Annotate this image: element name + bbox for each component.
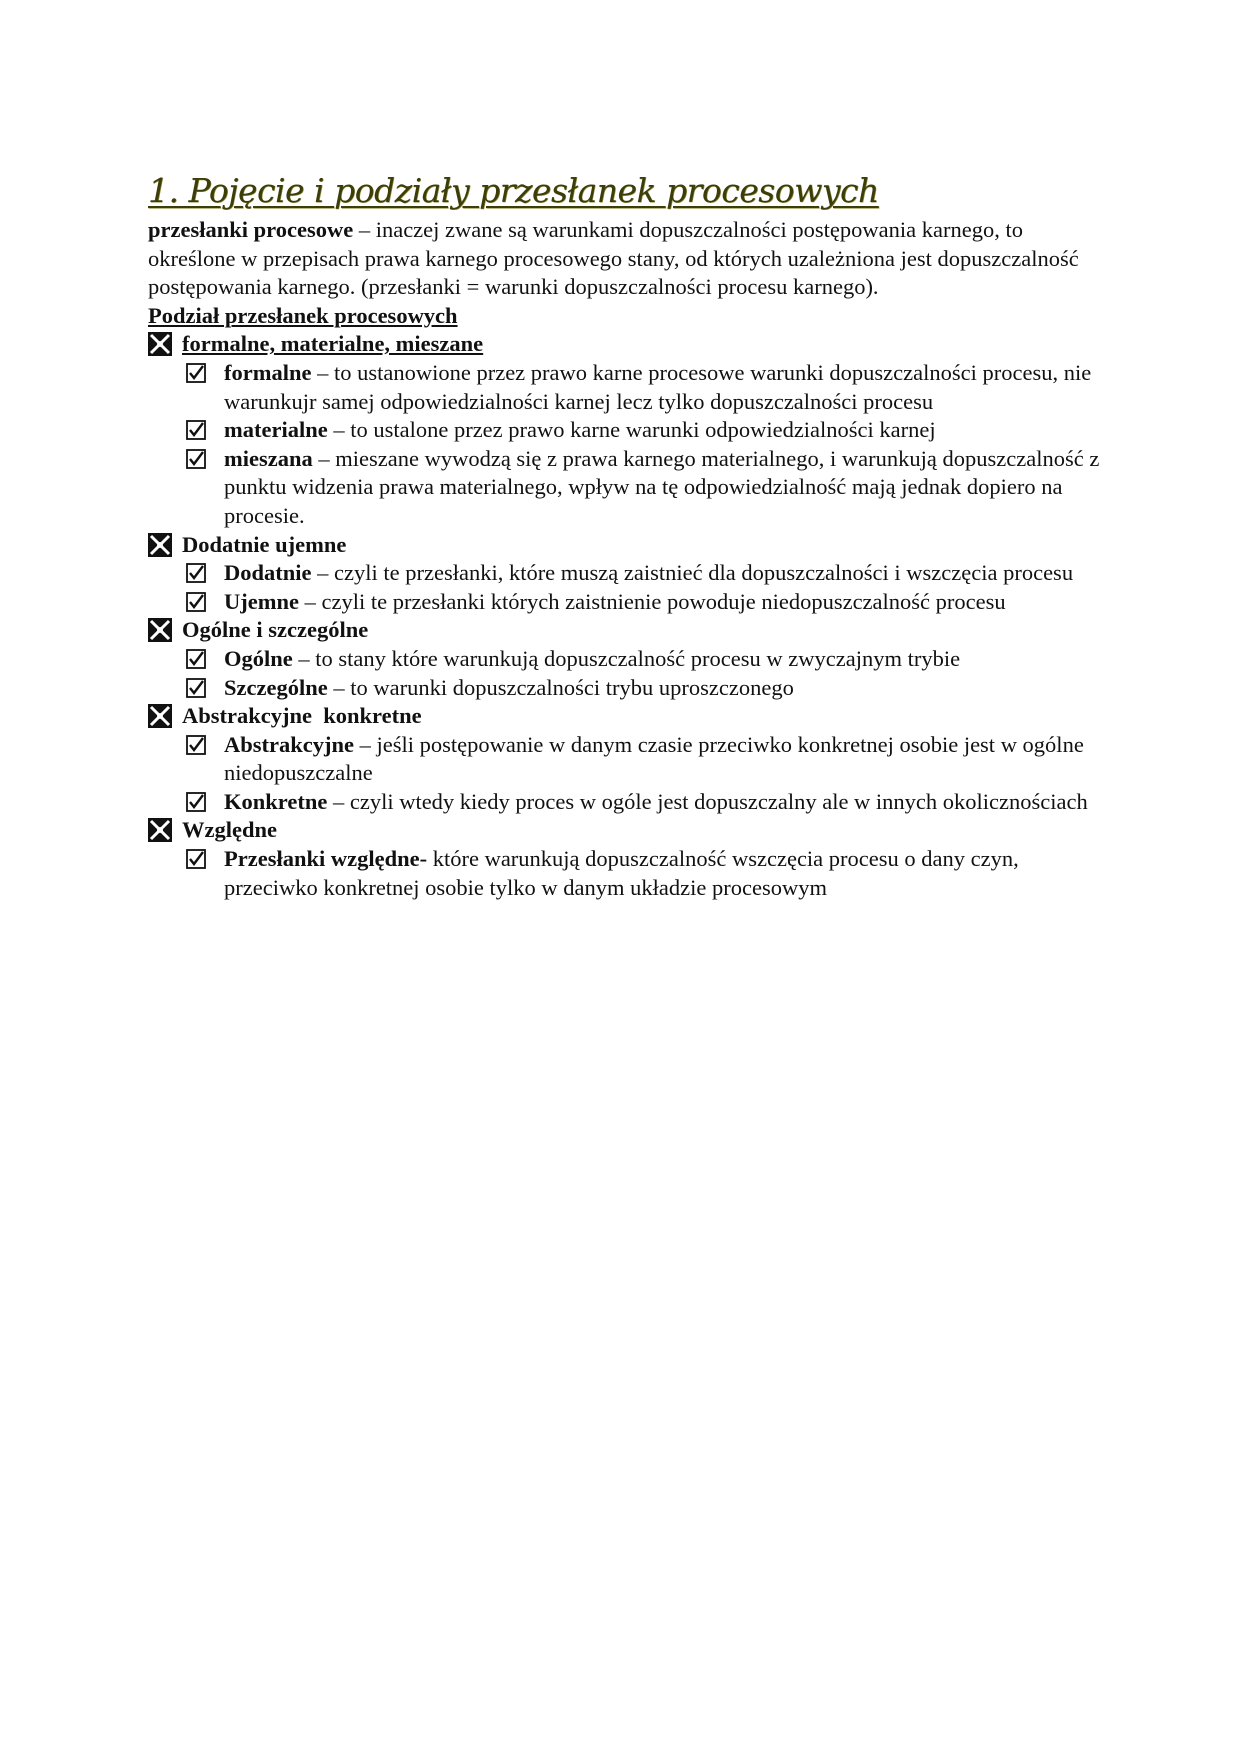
group-heading-label: Względne (182, 817, 277, 843)
list-item (184, 445, 1108, 531)
list-item (184, 845, 1108, 902)
item-term: Ujemne (224, 588, 299, 614)
x-ornament-icon (148, 618, 172, 642)
item-text: – to warunki dopuszczalności trybu uproszczonego (327, 674, 794, 700)
intro-paragraph (148, 216, 1108, 302)
group-heading-label: Ogólne i szczególne (182, 617, 369, 643)
item-text: – czyli te przesłanki których zaistnienie powoduje niedopuszczalność procesu (298, 588, 1006, 614)
checkbox-checked-icon (186, 735, 206, 755)
item-text: – to ustalone przez prawo karne warunki odpowiedzialności karnej (327, 417, 936, 443)
item-text: – czyli te przesłanki, które muszą zaistnieć dla dopuszczalności i wszczęcia procesu (311, 560, 1074, 586)
group-heading-label: Abstrakcyjne konkretne (182, 703, 422, 729)
group-heading-label: formalne, materialne, mieszane (182, 331, 484, 357)
item-text: – to ustanowione przez prawo karne procesowe warunki dopuszczalności procesu, nie warunkujr samej odpowiedzialności karnej lecz tylko dopuszczalności procesu (224, 359, 1092, 414)
list-item (184, 788, 1108, 817)
checkbox-checked-icon (186, 849, 206, 869)
list-item (184, 559, 1108, 588)
list-item (184, 588, 1108, 617)
item-term: Przesłanki względne- (224, 846, 428, 872)
group-heading-relative (148, 816, 1108, 845)
item-text: – mieszane wywodzą się z prawa karnego materialnego, i warunkują dopuszczalność z punktu widzenia prawa materialnego, wpływ na tę odpowiedzialność mają jednak dopiero na procesie. (224, 445, 1100, 528)
item-term: materialne (224, 417, 328, 443)
page-title: 1. Pojęcie i podziały przesłanek procesowych (148, 171, 879, 210)
item-text: – jeśli postępowanie w danym czasie przeciwko konkretnej osobie jest w ogólne niedopuszczalne (224, 731, 1084, 786)
item-term: Abstrakcyjne (224, 731, 354, 757)
group-heading-label: Dodatnie ujemne (182, 531, 347, 557)
x-ornament-icon (148, 818, 172, 842)
group-heading-abstract-concrete (148, 702, 1108, 731)
group-heading-formal (148, 330, 1108, 359)
checkbox-checked-icon (186, 792, 206, 812)
list-item (184, 731, 1108, 788)
item-text: – to stany które warunkują dopuszczalność procesu w zwyczajnym trybie (292, 645, 961, 671)
checkbox-checked-icon (186, 449, 206, 469)
checkbox-checked-icon (186, 678, 206, 698)
item-text: które warunkują dopuszczalność wszczęcia procesu o dany czyn, przeciwko konkretnej osobie tylko w danym układzie procesowym (224, 846, 1019, 900)
intro-term: przesłanki procesowe (148, 217, 354, 242)
intro-text: – inaczej zwane są warunkami dopuszczalności postępowania karnego, to określone w przepisach prawa karnego procesowego stany, od których uzależniona jest dopuszczalność postępowania karnego. (przesłanki = warunki dopuszczalności procesu karnego). (148, 217, 1079, 300)
x-ornament-icon (148, 704, 172, 728)
group-heading-general-specific (148, 616, 1108, 645)
list-item (184, 359, 1108, 416)
item-term: Konkretne (224, 788, 328, 814)
list-item (184, 416, 1108, 445)
item-term: Dodatnie (224, 560, 312, 586)
item-term: mieszana (224, 445, 313, 471)
checkbox-checked-icon (186, 649, 206, 669)
x-ornament-icon (148, 533, 172, 557)
item-term: Ogólne (224, 645, 293, 671)
item-term: Szczególne (224, 674, 328, 700)
checkbox-checked-icon (186, 420, 206, 440)
document-body (148, 168, 1108, 902)
group-heading-positive-negative (148, 531, 1108, 560)
list-item (184, 674, 1108, 703)
list-item (184, 645, 1108, 674)
item-text: – czyli wtedy kiedy proces w ogóle jest dopuszczalny ale w innych okolicznościach (327, 788, 1088, 814)
item-term: formalne (224, 359, 312, 385)
division-heading: Podział przesłanek procesowych (148, 302, 458, 328)
checkbox-checked-icon (186, 592, 206, 612)
checkbox-checked-icon (186, 363, 206, 383)
checkbox-checked-icon (186, 563, 206, 583)
x-ornament-icon (148, 332, 172, 356)
